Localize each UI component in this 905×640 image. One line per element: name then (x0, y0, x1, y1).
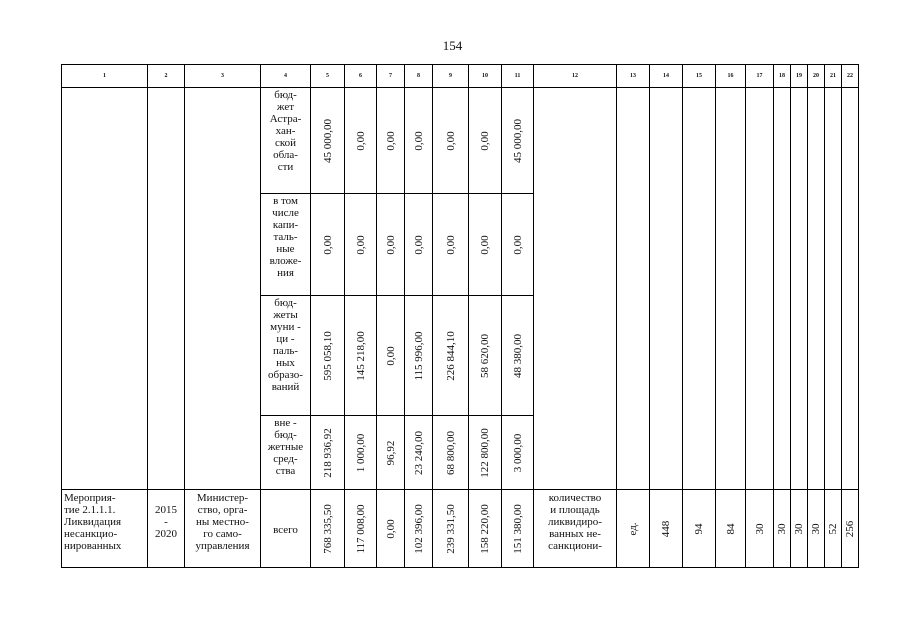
header-cell: 7 (377, 65, 405, 88)
value-text: 122 800,00 (479, 427, 491, 478)
value-text: 0,00 (412, 130, 425, 151)
source-text-line: сред- (273, 453, 298, 465)
header-cell: 5 (311, 65, 345, 88)
header-cell: 9 (433, 65, 469, 88)
funding-source-total-cell (261, 490, 311, 568)
source-text-line: хан- (275, 125, 296, 137)
indicator-value-text: 30 (776, 523, 788, 534)
value-cell (311, 88, 345, 194)
value-cell (405, 490, 433, 568)
value-cell (502, 490, 534, 568)
value-text: 96,92 (384, 440, 397, 465)
header-cell: 17 (746, 65, 774, 88)
value-cell (345, 296, 377, 416)
indicator-line: ликвидиро- (548, 516, 602, 528)
empty-cell (774, 88, 791, 490)
header-cell: 3 (185, 65, 261, 88)
funding-source-cell (261, 296, 311, 416)
header-cell: 4 (261, 65, 311, 88)
value-cell (502, 88, 534, 194)
source-text-line: жет (276, 101, 295, 113)
header-row (62, 65, 859, 88)
indicator-value-text: 256 (844, 520, 856, 537)
measure-name-line: нированных (64, 540, 122, 552)
value-text: 68 800,00 (444, 430, 457, 475)
indicator-cell (534, 490, 617, 568)
source-text-line: ци - (276, 333, 295, 345)
source-text-line: таль- (273, 231, 298, 243)
value-cell (311, 296, 345, 416)
measure-name-line: Мероприя- (64, 492, 116, 504)
period-cell (148, 490, 185, 568)
value-text: 0,00 (412, 234, 425, 255)
value-cell (345, 490, 377, 568)
value-text: 1 000,00 (354, 433, 367, 472)
empty-cell (716, 88, 746, 490)
value-text: 226 844,10 (444, 330, 457, 381)
header-cell: 2 (148, 65, 185, 88)
measure-name-cell-continued (62, 88, 148, 490)
value-cell (433, 296, 469, 416)
indicator-line: и площадь (550, 504, 600, 516)
header-cell: 13 (617, 65, 650, 88)
indicator-value-text: 52 (827, 523, 839, 534)
value-text: 102 396,00 (412, 503, 425, 554)
value-text: 0,00 (479, 234, 491, 255)
program-table (61, 64, 859, 568)
indicator-value-cell (716, 490, 746, 568)
executor-line: ны местно- (196, 516, 249, 528)
source-text-line: в том (273, 195, 298, 207)
value-text: 239 331,50 (444, 503, 457, 554)
executor-line: управления (195, 540, 250, 552)
empty-cell (791, 88, 808, 490)
value-cell (405, 296, 433, 416)
value-cell (502, 296, 534, 416)
value-text: 151 380,00 (511, 503, 524, 554)
value-text: 218 936,92 (321, 427, 334, 478)
indicator-value-text: 94 (693, 523, 705, 534)
value-cell (469, 194, 502, 296)
measure-row (62, 490, 859, 568)
value-text: 3 000,00 (511, 433, 524, 472)
header-cell: 18 (774, 65, 791, 88)
value-cell (311, 416, 345, 490)
header-cell: 12 (534, 65, 617, 88)
header-cell: 20 (808, 65, 825, 88)
page-number: 154 (442, 38, 463, 53)
empty-cell (842, 88, 859, 490)
value-text: 768 335,50 (321, 503, 334, 554)
period-start: 2015 (155, 504, 177, 516)
value-cell (377, 416, 405, 490)
value-cell (433, 194, 469, 296)
value-cell (377, 88, 405, 194)
empty-cell (617, 88, 650, 490)
value-text: 145 218,00 (354, 330, 367, 381)
value-cell (311, 194, 345, 296)
period-end: 2020 (155, 528, 177, 540)
unit-cell (617, 490, 650, 568)
source-text-line: жеты (273, 309, 298, 321)
value-cell (469, 490, 502, 568)
value-text: 0,00 (444, 130, 457, 151)
value-cell (433, 490, 469, 568)
value-cell (377, 490, 405, 568)
value-cell (377, 194, 405, 296)
value-text: 0,00 (444, 234, 457, 255)
source-text-line: числе (272, 207, 299, 219)
source-text-line: ской (274, 137, 297, 149)
header-cell: 14 (650, 65, 683, 88)
measure-name-line: несанкцио- (64, 528, 118, 540)
source-text-line: муни - (270, 321, 301, 333)
indicator-value-text: 84 (724, 523, 737, 534)
value-cell (345, 88, 377, 194)
funding-source-cell (261, 194, 311, 296)
measure-name-cell (62, 490, 148, 568)
value-text: 595 058,10 (321, 330, 334, 381)
funding-source-cell (261, 88, 311, 194)
empty-cell (825, 88, 842, 490)
value-cell (433, 416, 469, 490)
value-cell (469, 416, 502, 490)
header-cell: 21 (825, 65, 842, 88)
header-cell: 8 (405, 65, 433, 88)
header-cell: 11 (502, 65, 534, 88)
funding-row-regional-budget (62, 88, 859, 194)
indicator-line: ванных не- (549, 528, 601, 540)
measure-name-line: Ликвидация (64, 516, 122, 528)
value-text: 0,00 (384, 518, 397, 539)
empty-cell (683, 88, 716, 490)
header-cell: 15 (683, 65, 716, 88)
funding-source-total: всего (273, 524, 298, 536)
source-text-line: жетные (267, 441, 304, 453)
value-cell (469, 296, 502, 416)
header-cell: 6 (345, 65, 377, 88)
value-cell (405, 416, 433, 490)
value-text: 158 220,00 (479, 503, 491, 554)
value-cell (469, 88, 502, 194)
value-text: 45 000,00 (321, 118, 334, 163)
value-cell (502, 416, 534, 490)
source-text-line: капи- (272, 219, 299, 231)
value-cell (502, 194, 534, 296)
source-text-line: ния (277, 267, 294, 279)
indicator-value-cell (774, 490, 791, 568)
source-text-line: ства (275, 465, 296, 477)
indicator-value-cell (825, 490, 842, 568)
executor-line: го само- (203, 528, 242, 540)
indicator-value-text: 448 (660, 520, 672, 537)
value-cell (345, 194, 377, 296)
indicator-value-text: 30 (810, 523, 822, 534)
indicator-value-cell (746, 490, 774, 568)
source-text-line: паль- (272, 345, 299, 357)
header-cell: 22 (842, 65, 859, 88)
period-cell-continued (148, 88, 185, 490)
empty-cell (808, 88, 825, 490)
value-cell (345, 416, 377, 490)
source-text-line: бюд- (274, 297, 297, 309)
indicator-value-text: 30 (793, 523, 805, 534)
value-text: 0,00 (321, 234, 334, 255)
header-cell: 19 (791, 65, 808, 88)
value-cell (311, 490, 345, 568)
header-cell: 16 (716, 65, 746, 88)
period-dash: - (164, 516, 168, 528)
source-text-line: Астра- (269, 113, 302, 125)
executor-cell-continued (185, 88, 261, 490)
value-cell (377, 296, 405, 416)
indicator-value-cell (808, 490, 825, 568)
source-text-line: бюд- (274, 429, 297, 441)
indicator-line: санкциони- (548, 540, 602, 552)
source-text-line: ваний (271, 381, 300, 393)
value-text: 0,00 (384, 345, 397, 366)
value-text: 0,00 (384, 130, 397, 151)
indicator-line: количество (548, 492, 602, 504)
executor-line: Министер- (196, 492, 249, 504)
source-text-line: образо- (268, 369, 303, 381)
indicator-value-cell (791, 490, 808, 568)
source-text-line: ные (276, 243, 295, 255)
header-cell: 1 (62, 65, 148, 88)
indicator-cell-continued (534, 88, 617, 490)
value-cell (405, 88, 433, 194)
measure-name-line: тие 2.1.1.1. (64, 504, 116, 516)
funding-source-cell (261, 416, 311, 490)
source-text-line: бюд- (274, 89, 297, 101)
value-cell (433, 88, 469, 194)
unit-text: ед. (627, 521, 639, 536)
value-text: 58 620,00 (479, 333, 491, 378)
value-text: 0,00 (354, 130, 367, 151)
value-text: 0,00 (511, 234, 524, 255)
value-text: 45 000,00 (511, 118, 524, 163)
source-text-line: обла- (273, 149, 298, 161)
indicator-value-cell (650, 490, 683, 568)
value-text: 0,00 (384, 234, 397, 255)
value-text: 0,00 (354, 234, 367, 255)
executor-line: ство, орга- (197, 504, 248, 516)
value-text: 48 380,00 (511, 333, 524, 378)
source-text-line: вложе- (269, 255, 302, 267)
value-text: 23 240,00 (412, 430, 425, 475)
indicator-value-cell (842, 490, 859, 568)
empty-cell (746, 88, 774, 490)
source-text-line: ных (276, 357, 295, 369)
header-cell: 10 (469, 65, 502, 88)
executor-cell (185, 490, 261, 568)
value-text: 117 008,00 (354, 503, 367, 554)
source-text-line: сти (277, 161, 294, 173)
value-text: 115 996,00 (412, 330, 425, 381)
indicator-value-text: 30 (753, 523, 766, 534)
indicator-value-cell (683, 490, 716, 568)
value-cell (405, 194, 433, 296)
source-text-line: вне - (274, 417, 297, 429)
value-text: 0,00 (479, 130, 491, 151)
empty-cell (650, 88, 683, 490)
